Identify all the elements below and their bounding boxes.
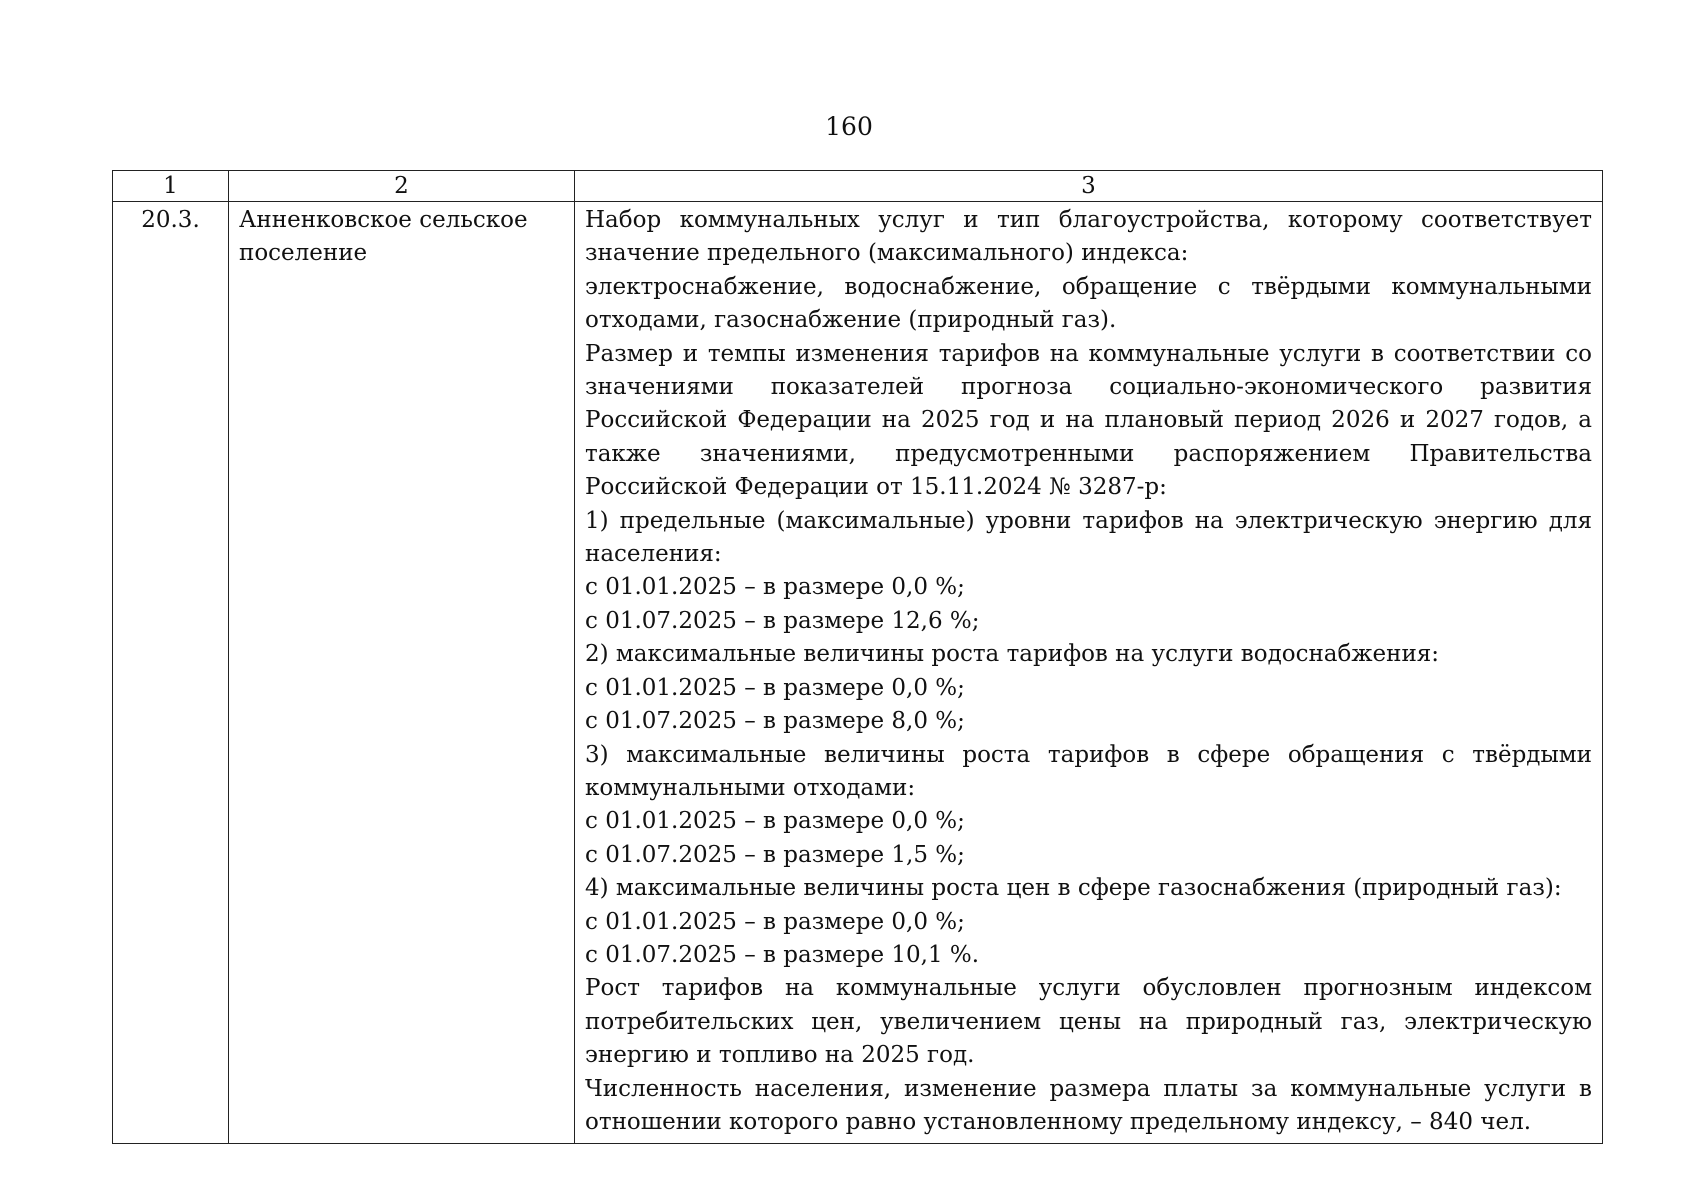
tariff-table <box>112 170 1603 1144</box>
section-heading: 3) максимальные величины роста тарифов в сфере обращения с твёрдыми коммунальными отходами: <box>585 741 1592 801</box>
column-header-2: 2 <box>229 171 575 202</box>
paragraph: Рост тарифов на коммунальные услуги обусловлен прогнозным индексом потребительских цен, увеличением цены на природный газ, электрическую энергию и топливо на 2025 год. <box>585 975 1592 1069</box>
table-row <box>113 202 1603 1144</box>
section-heading: 2) максимальные величины роста тарифов на услуги водоснабжения: <box>585 641 1440 668</box>
row-content <box>575 202 1603 1144</box>
rate-line: с 01.07.2025 – в размере 12,6 %; <box>585 607 980 634</box>
rate-line: с 01.01.2025 – в размере 0,0 %; <box>585 808 965 835</box>
paragraph: 1) предельные (максимальные) уровни тарифов на электрическую энергию для населения: <box>585 507 1592 568</box>
page-number: 160 <box>825 112 873 141</box>
rate-line: с 01.07.2025 – в размере 8,0 %; <box>585 708 965 735</box>
paragraph: Численность населения, изменение размера платы за коммунальные услуги в отношении которого равно установленному предельному индексу, – 840 чел. <box>585 1075 1592 1135</box>
row-number: 20.3. <box>113 202 229 1144</box>
header-row <box>113 171 1603 202</box>
paragraph: Размер и темпы изменения тарифов на коммунальные услуги в соответствии со значениями показателей прогноза социально-экономического развития Российской Федерации на 2025 год и на плановый период 2026 и 2027 годов, а также значениями, предусмотренными распоряжением Правительства Российской Федерации от 15.11.2024 № 3287-р: <box>585 340 1592 501</box>
rate-line: с 01.01.2025 – в размере 0,0 %; <box>585 908 965 935</box>
column-header-1: 1 <box>113 171 229 202</box>
paragraph: Набор коммунальных услуг и тип благоустройства, которому соответствует значение предельного (максимального) индекса: <box>585 207 1592 267</box>
rate-line: с 01.01.2025 – в размере 0,0 %; <box>585 674 965 701</box>
column-header-3: 3 <box>575 171 1603 202</box>
rate-line: с 01.07.2025 – в размере 1,5 %; <box>585 841 965 868</box>
paragraph: электроснабжение, водоснабжение, обращение с твёрдыми коммунальными отходами, газоснабжение (природный газ). <box>585 273 1592 334</box>
settlement-name: Анненковское сельское поселение <box>229 202 575 1144</box>
rate-line: с 01.07.2025 – в размере 10,1 %. <box>585 941 980 968</box>
section-heading: 4) максимальные величины роста цен в сфере газоснабжения (природный газ): <box>585 875 1562 902</box>
rate-line: с 01.01.2025 – в размере 0,0 %; <box>585 574 965 601</box>
